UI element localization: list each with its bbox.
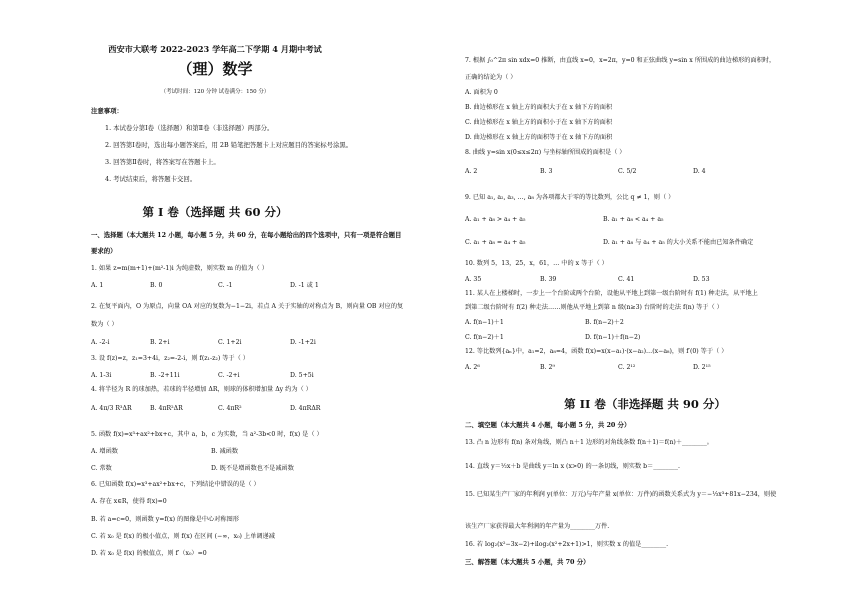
question-2-cont: 数为（ ） bbox=[91, 321, 118, 328]
q9-option-a: A. a₁ + a₈ > a₄ + a₅ bbox=[465, 216, 526, 223]
note-item: 3. 回答第Ⅱ卷时，将答案写在答题卡上。 bbox=[105, 158, 220, 166]
part1-heading: 第 I 卷（选择题 共 60 分） bbox=[142, 205, 288, 219]
q8-option-a: A. 2 bbox=[465, 168, 478, 175]
section2-intro: 二、填空题（本大题共 4 小题，每小题 5 分，共 20 分） bbox=[465, 421, 631, 429]
q11-option-d: D. f(n−1)＋f(n−2) bbox=[585, 334, 641, 341]
q2-option-d: D. -1+2i bbox=[290, 339, 316, 346]
q10-option-c: C. 41 bbox=[618, 276, 635, 283]
question-8: 8. 曲线 y=sin x(0≤x≤2π) 与坐标轴所围成的面积是（ ） bbox=[465, 149, 626, 156]
q2-option-b: B. 2+i bbox=[150, 339, 170, 346]
question-9: 9. 已知 a₁, a₂, a₃, …, a₈ 为各项都大于零的等比数列，公比 q ≠ 1，则（ ） bbox=[465, 194, 675, 201]
q5-option-d: D. 既不是增函数也不是减函数 bbox=[211, 465, 294, 472]
exam-time: （考试时间：120 分钟 试卷满分：150 分） bbox=[160, 89, 270, 95]
q1-option-a: A. 1 bbox=[91, 282, 104, 289]
q12-option-d: D. 2¹⁵ bbox=[693, 364, 711, 371]
section1-intro-cont: 要求的） bbox=[91, 247, 117, 255]
question-4: 4. 将半径为 R 的球加热，若球的半径增加 ΔR，则球的体积增加量 Δy 约为（ ） bbox=[91, 386, 312, 393]
note-item: 2. 回答第Ⅰ卷时，选出每小题答案后，用 2B 铅笔把答题卡上对应题目的答案标号涂黑。 bbox=[105, 141, 353, 149]
q4-option-b: B. 4πR²ΔR bbox=[150, 405, 183, 412]
section1-intro: 一、选择题（本大题共 12 小题，每小题 5 分，共 60 分，在每小题给出的四个选项中，只有一项是符合题目 bbox=[91, 231, 402, 239]
q1-option-d: D. -1 或 1 bbox=[290, 282, 319, 289]
question-13: 13. 凸 n 边形有 f(n) 条对角线，则凸 n＋1 边形的对角线条数 f(n＋1)＝f(n)＋________。 bbox=[465, 439, 713, 446]
question-16: 16. 若 log₂(x²−3x−2)+ilog₂(x²+2x+1)>1，则实数 x 的值是________. bbox=[465, 541, 669, 548]
question-6: 6. 已知函数 f(x)=x³+ax²+bx+c，下列结论中错误的是（ ） bbox=[91, 481, 260, 488]
question-7-cont: 正确的结论为（ ） bbox=[465, 74, 517, 81]
q11-option-b: B. f(n−2)＋2 bbox=[585, 319, 624, 326]
q6-option-d: D. 若 x₀ 是 f(x) 的极值点，则 f′（x₀）=0 bbox=[91, 550, 207, 557]
q10-option-a: A. 35 bbox=[465, 276, 482, 283]
question-15: 15. 已知某生产厂家的年利润 y(单位：万元)与年产量 x(单位：万件)的函数关系式为 y＝−⅓x³+81x−234，则使 bbox=[465, 491, 777, 498]
q11-option-c: C. f(n−2)＋1 bbox=[465, 334, 504, 341]
question-14: 14. 直线 y＝½x＋b 是曲线 y＝ln x (x>0) 的一条切线，则实数 b＝________. bbox=[465, 463, 680, 470]
q5-option-a: A. 增函数 bbox=[91, 448, 118, 455]
question-11: 11. 某人在上楼梯时，一步上一个台阶或两个台阶，设他从平地上到第一级台阶时有 f(1) 种走法，从平地上 bbox=[465, 290, 758, 297]
q12-option-a: A. 2⁶ bbox=[465, 364, 480, 371]
q8-option-d: D. 4 bbox=[693, 168, 706, 175]
q11-option-a: A. f(n−1)＋1 bbox=[465, 319, 504, 326]
q3-option-a: A. 1-3i bbox=[91, 372, 112, 379]
q12-option-c: C. 2¹² bbox=[618, 364, 636, 371]
q6-option-b: B. 若 a=c=0，则函数 y=f(x) 的图像是中心对称图形 bbox=[91, 516, 239, 523]
q7-option-a: A. 面积为 0 bbox=[465, 89, 498, 96]
question-3: 3. 设 f(z)=z，z₁=3+4i，z₂=-2-i，则 f(z₁-z₂) 等于（ ） bbox=[91, 355, 249, 362]
q10-option-d: D. 53 bbox=[693, 276, 710, 283]
question-12: 12. 等比数列{aₙ}中，a₁=2，a₈=4，函数 f(x)=x(x−a₁)·(x−a₂)…(x−a₈)，则 f′(0) 等于（ ） bbox=[465, 348, 728, 355]
q1-option-c: C. -1 bbox=[218, 282, 233, 289]
q12-option-b: B. 2⁹ bbox=[540, 364, 555, 371]
exam-title: 西安市大联考 2022-2023 学年高二下学期 4 月期中考试 bbox=[108, 44, 322, 54]
q10-option-b: B. 39 bbox=[540, 276, 557, 283]
q7-option-c: C. 曲边梯形在 x 轴上方的面积小于在 x 轴下方的面积 bbox=[465, 119, 613, 126]
section3-intro: 三、解答题（本大题共 5 小题，共 70 分） bbox=[465, 558, 590, 566]
q9-option-d: D. a₁ + a₈ 与 a₄ + a₅ 的大小关系不能由已知条件确定 bbox=[603, 239, 754, 246]
part2-heading: 第 II 卷（非选择题 共 90 分） bbox=[564, 397, 726, 411]
q5-option-c: C. 常数 bbox=[91, 465, 112, 472]
q3-option-c: C. -2+i bbox=[218, 372, 240, 379]
question-11-cont: 到第二级台阶时有 f(2) 种走法……则他从平地上到第 n 级(n≥3) 台阶时的走法 f(n) 等于（ ） bbox=[465, 304, 723, 311]
q2-option-c: C. 1+2i bbox=[218, 339, 242, 346]
q9-option-c: C. a₁ + a₈ = a₄ + a₅ bbox=[465, 239, 526, 246]
q3-option-d: D. 5+5i bbox=[290, 372, 314, 379]
question-15-cont: 该生产厂家获得最大年利润的年产量为________万件. bbox=[465, 523, 610, 530]
q5-option-b: B. 减函数 bbox=[211, 448, 239, 455]
note-item: 1. 本试卷分第Ⅰ卷（选择题）和第Ⅱ卷（非选择题）两部分。 bbox=[105, 124, 274, 132]
q4-option-a: A. 4π/3 R³ΔR bbox=[91, 405, 132, 412]
q2-option-a: A. -2-i bbox=[91, 339, 110, 346]
q3-option-b: B. -2+11i bbox=[150, 372, 180, 379]
q1-option-b: B. 0 bbox=[150, 282, 163, 289]
q8-option-b: B. 3 bbox=[540, 168, 553, 175]
q8-option-c: C. 5/2 bbox=[618, 168, 637, 175]
q6-option-a: A. 存在 x∈R，使得 f(x)=0 bbox=[91, 498, 167, 505]
question-10: 10. 数列 5，13，25，x，61，… 中的 x 等于（ ） bbox=[465, 260, 608, 267]
q7-option-b: B. 曲边梯形在 x 轴上方的面积大于在 x 轴下方的面积 bbox=[465, 104, 613, 111]
q7-option-d: D. 曲边梯形在 x 轴上方的面积等于在 x 轴下方的面积 bbox=[465, 134, 613, 141]
question-7: 7. 根据 ∫₀^2π sin xdx=0 推断，由直线 x=0，x=2π，y=0 和正弦曲线 y=sin x 所围成的曲边梯形的面积时， bbox=[465, 57, 776, 64]
exam-subject: （理）数学 bbox=[177, 60, 253, 78]
note-item: 4. 考试结束后，将答题卡交回。 bbox=[105, 175, 197, 183]
q6-option-c: C. 若 x₀ 是 f(x) 的极小值点，则 f(x) 在区间 (−∞，x₀) 上单调递减 bbox=[91, 533, 275, 540]
notes-heading: 注意事项： bbox=[91, 107, 123, 115]
q9-option-b: B. a₁ + a₈ < a₄ + a₅ bbox=[603, 216, 664, 223]
q4-option-d: D. 4πRΔR bbox=[290, 405, 321, 412]
q4-option-c: C. 4πR² bbox=[218, 405, 242, 412]
question-5: 5. 函数 f(x)=x³+ax²+bx+c，其中 a，b，c 为实数，当 a²-3b<0 时，f(x) 是（ ） bbox=[91, 431, 323, 438]
question-2: 2. 在复平面内，O 为原点，向量 OA 对应的复数为−1−2i，若点 A 关于实轴的对称点为 B，则向量 OB 对应的复 bbox=[91, 303, 404, 310]
question-1: 1. 如果 z=m(m+1)+(m²-1)i 为纯虚数，则实数 m 的值为（ ） bbox=[91, 265, 268, 272]
